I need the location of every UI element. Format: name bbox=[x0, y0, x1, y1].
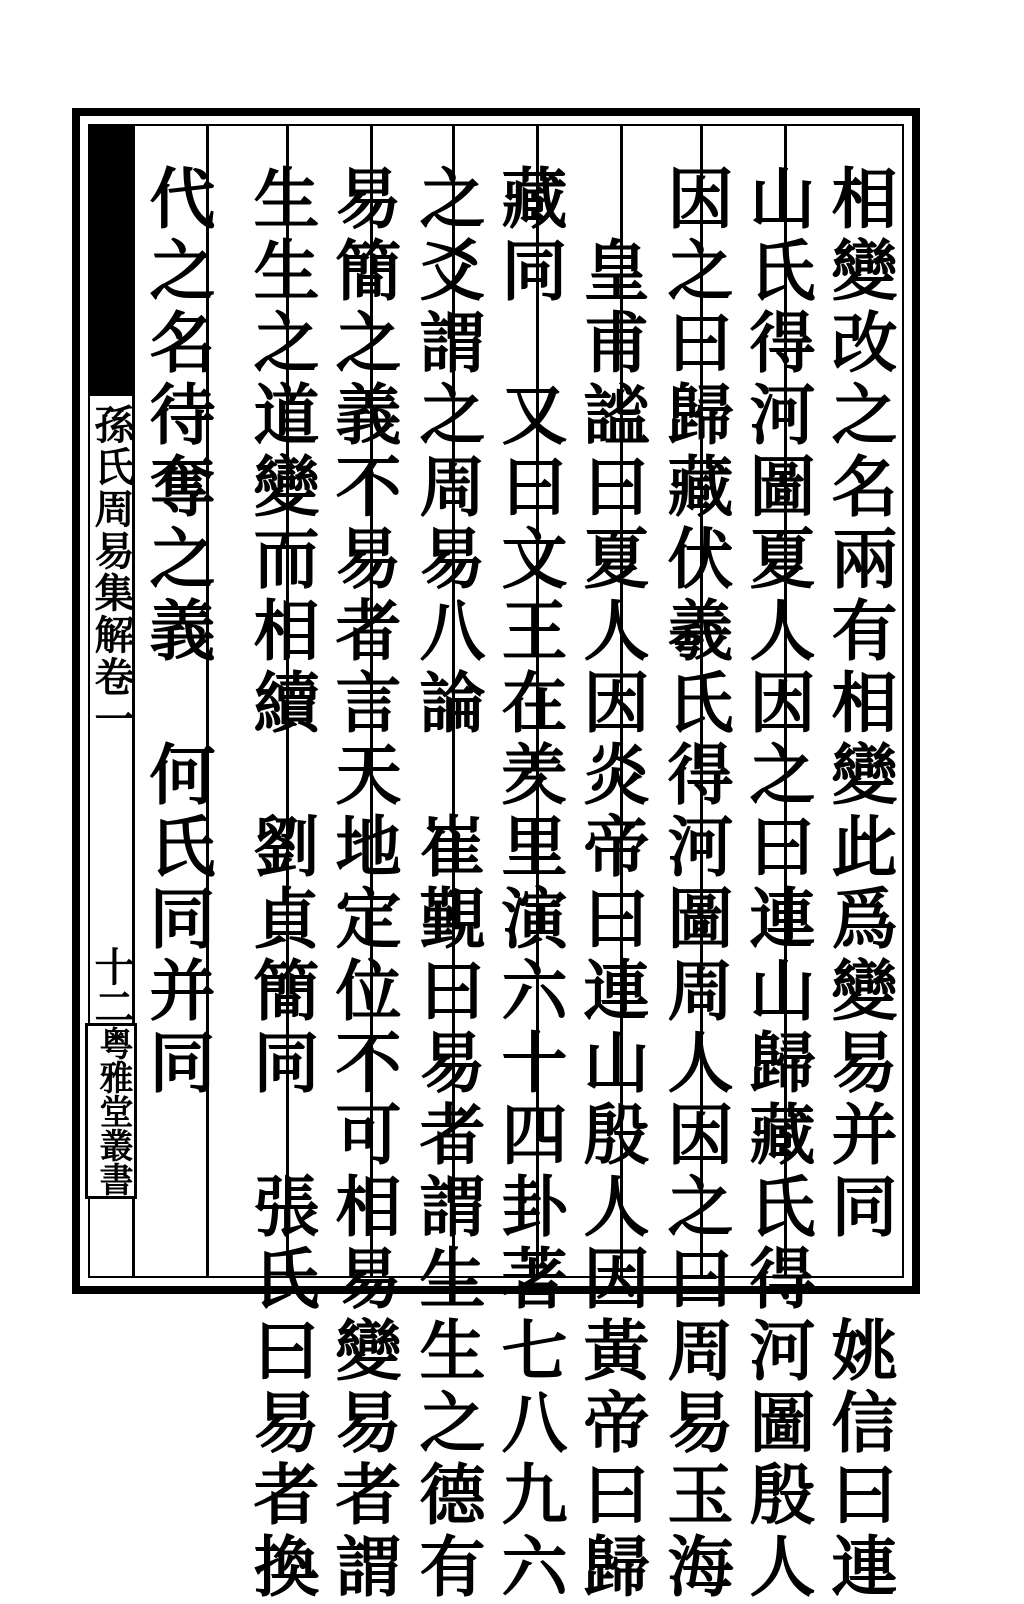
banxin-title: 孫氏周易集解卷一 bbox=[88, 404, 135, 740]
page-border bbox=[72, 108, 920, 1604]
publisher-label: 粤雅堂叢書 bbox=[88, 1026, 134, 1196]
text-column-2: 山氏得河圖夏人因之曰連山歸藏氏得河圖殷人 bbox=[738, 164, 816, 1604]
text-column-5: 藏同 又曰文王在羑里演六十四卦著七八九六 bbox=[490, 164, 568, 1604]
banxin-black-top bbox=[90, 126, 132, 396]
text-column-1: 相變改之名兩有相變此爲變易并同 姚信曰連 bbox=[820, 164, 898, 1604]
page-number: 十二 bbox=[88, 946, 135, 1026]
text-column-8: 生生之道變而相續 劉貞簡同 張氏曰易者換 bbox=[242, 164, 320, 1604]
text-column-7: 易簡之義不易者言天地定位不可相易變易者謂 bbox=[324, 164, 402, 1604]
text-column-3: 因之曰歸藏伏羲氏得河圖周人因之曰周易玉海 bbox=[656, 164, 734, 1604]
text-column-6: 之爻謂之周易八論 崔覲曰易者謂生生之德有 bbox=[408, 164, 486, 1604]
text-column-9: 代之名待奪之義 何氏同并同 bbox=[138, 164, 216, 1100]
text-column-4: 皇甫謐曰夏人因炎帝曰連山殷人因黃帝曰歸 bbox=[572, 164, 650, 1604]
banxin-strip bbox=[90, 126, 135, 1276]
